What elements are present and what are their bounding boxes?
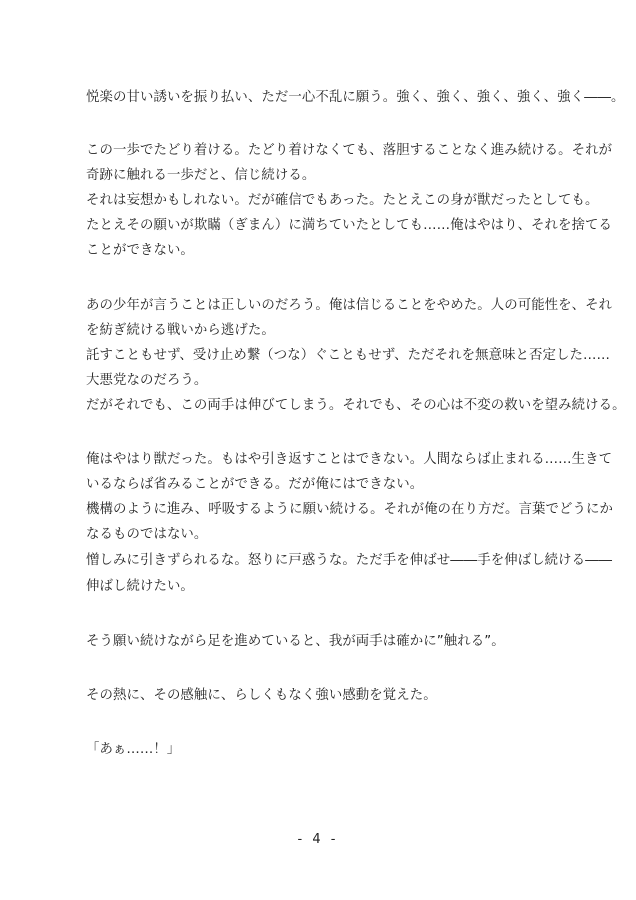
text-line: 「あぁ……！」 [86, 742, 181, 757]
text-line: それは妄想かもしれない。だが確信でもあった。たとえこの身が獣だったとしても。 [86, 193, 599, 208]
page-number: - 4 - [297, 832, 339, 847]
text-line: だがそれでも、この両手は伸びてしまう。それでも、その心は不変の救いを望み続ける。 [86, 398, 626, 413]
text-line: この一歩でたどり着ける。たどり着けなくても、落胆することなく進み続ける。それが [86, 143, 613, 158]
text-line: 悦楽の甘い誘いを振り払い、ただ一心不乱に願う。強く、強く、強く、強く、強く――。 [86, 90, 625, 105]
text-line: 伸ばし続けたい。 [86, 579, 194, 594]
text-line: 機構のように進み、呼吸するように願い続ける。それが俺の在り方だ。言葉でどうにか [86, 502, 613, 517]
text-line: たとえその願いが欺瞞（ぎまん）に満ちていたとしても……俺はやはり、それを捨てる [86, 218, 612, 233]
text-line: あの少年が言うことは正しいのだろう。俺は信じることをやめた。人の可能性を、それ [86, 298, 613, 313]
text-line: 憎しみに引きずられるな。怒りに戸惑うな。ただ手を伸ばせ――手を伸ばし続ける―― [86, 553, 613, 568]
text-line: そう願い続けながら足を進めていると、我が両手は確かに”触れる”。 [86, 634, 505, 649]
text-line: ことができない。 [86, 243, 194, 258]
text-line: を紡ぎ続ける戦いから逃げた。 [86, 323, 275, 338]
text-line: 俺はやはり獣だった。もはや引き返すことはできない。人間ならば止まれる……生きて [86, 452, 613, 467]
text-line: なるものではない。 [86, 527, 208, 542]
text-line: 託すこともせず、受け止め繋（つな）ぐこともせず、ただそれを無意味と否定した…… [86, 348, 610, 363]
text-line: 大悪党なのだろう。 [86, 373, 208, 388]
text-line: 奇跡に触れる一歩だと、信じ続ける。 [86, 168, 316, 183]
text-line: その熱に、その感触に、らしくもなく強い感動を覚えた。 [86, 688, 437, 703]
text-line: いるならば省みることができる。だが俺にはできない。 [86, 477, 424, 492]
